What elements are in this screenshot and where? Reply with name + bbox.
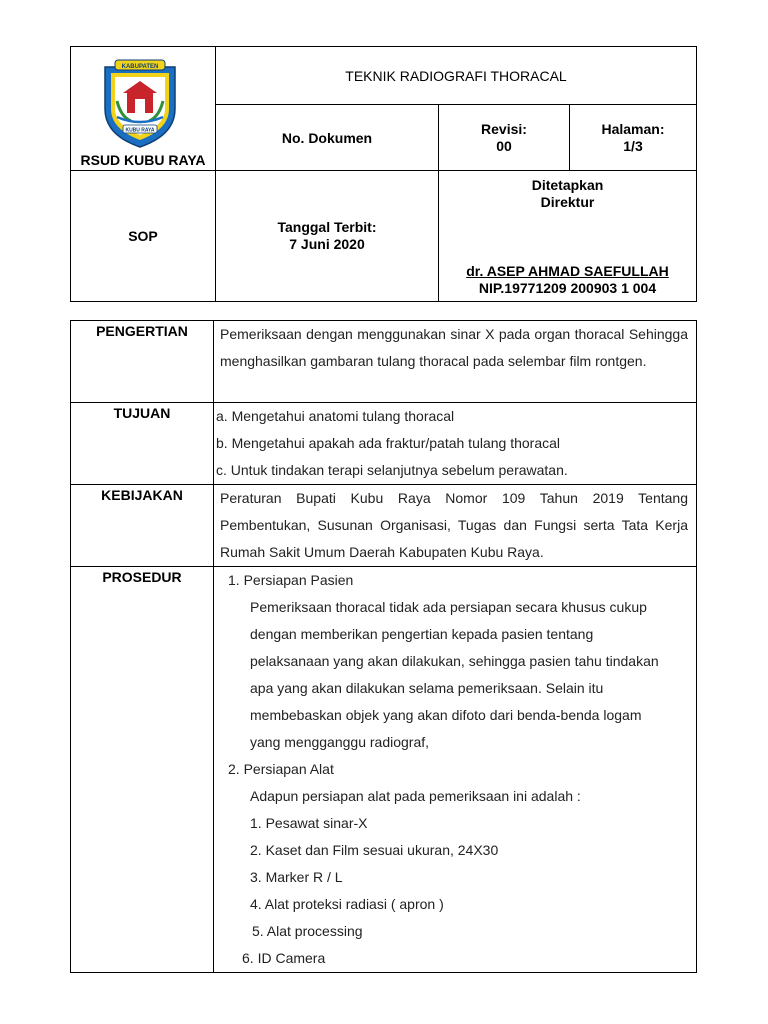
list-item: b. Mengetahui apakah ada fraktur/patah tulang thoracal xyxy=(216,435,561,451)
list-item: a. Mengetahui anatomi tulang thoracal xyxy=(216,408,455,424)
list-item: 5. Alat processing xyxy=(252,923,363,939)
list-item: 3. Marker R / L xyxy=(250,869,343,885)
hospital-name: RSUD KUBU RAYA xyxy=(80,152,206,168)
list-item: 2. Kaset dan Film sesuai ukuran, 24X30 xyxy=(250,842,499,858)
step-1-line: membebaskan objek yang akan difoto dari benda-benda logam xyxy=(250,707,642,723)
director-name: dr. ASEP AHMAD SAEFULLAH xyxy=(466,263,669,279)
issue-date-cell xyxy=(216,171,439,302)
prosedur-label: PROSEDUR xyxy=(71,567,214,973)
issue-date-label: Tanggal Terbit: xyxy=(277,219,377,235)
pengertian-text: Pemeriksaan dengan menggunakan sinar X pada organ thoracal Sehingga menghasilkan gambaran tulang thoracal pada selembar film rontgen. xyxy=(214,321,697,403)
page-value: 1/3 xyxy=(623,137,643,154)
approval-cell xyxy=(439,171,697,302)
pengertian-label: PENGERTIAN xyxy=(71,321,214,403)
tujuan-label: TUJUAN xyxy=(71,403,214,485)
header-table xyxy=(70,46,697,302)
logo-cell xyxy=(71,47,216,171)
document-number-label: No. Dokumen xyxy=(216,105,439,171)
step-2-intro: Adapun persiapan alat pada pemeriksaan ini adalah : xyxy=(250,788,581,804)
list-item: 6. ID Camera xyxy=(242,950,326,966)
tujuan-list xyxy=(214,403,697,485)
revision-cell xyxy=(439,105,570,171)
regency-emblem-icon xyxy=(101,57,179,149)
prosedur-content xyxy=(214,567,697,973)
sop-content-table xyxy=(70,320,697,973)
step-1-line: pelaksanaan yang akan dilakukan, sehingga pasien tahu tindakan xyxy=(250,653,659,669)
step-1-title: 1. Persiapan Pasien xyxy=(228,572,354,588)
step-1-line: Pemeriksaan thoracal tidak ada persiapan secara khusus cukup xyxy=(250,599,647,615)
step-1-line: apa yang akan dilakukan selama pemeriksaan. Selain itu xyxy=(250,680,604,696)
sop-label: SOP xyxy=(71,171,216,302)
list-item: 1. Pesawat sinar-X xyxy=(250,815,368,831)
list-item: 4. Alat proteksi radiasi ( apron ) xyxy=(250,896,444,912)
list-item: c. Untuk tindakan terapi selanjutnya sebelum perawatan. xyxy=(216,462,568,478)
kebijakan-label: KEBIJAKAN xyxy=(71,485,214,567)
director-nip: NIP.19771209 200903 1 004 xyxy=(478,280,657,296)
issue-date-value: 7 Juni 2020 xyxy=(289,236,365,252)
step-1-line: yang mengganggu radiograf, xyxy=(250,734,430,750)
approval-role: Direktur xyxy=(540,194,595,210)
revision-value: 00 xyxy=(496,137,512,154)
revision-label: Revisi: xyxy=(481,120,527,137)
page-label: Halaman: xyxy=(601,120,665,137)
step-1-line: dengan memberikan pengertian kepada pasien tentang xyxy=(250,626,594,642)
page-cell xyxy=(570,105,697,171)
step-2-title: 2. Persiapan Alat xyxy=(228,761,334,777)
logo-text-top: KABUPATEN xyxy=(121,64,159,70)
approval-label: Ditetapkan xyxy=(531,177,604,193)
hospital-logo xyxy=(101,57,179,152)
document-title: TEKNIK RADIOGRAFI THORACAL xyxy=(216,47,697,105)
kebijakan-text: Peraturan Bupati Kubu Raya Nomor 109 Tahun 2019 Tentang Pembentukan, Susunan Organisasi, Tugas dan Fungsi serta Tata Kerja Rumah Sakit Umum Daerah Kabupaten Kubu Raya. xyxy=(214,485,697,567)
logo-text-bottom: KUBU RAYA xyxy=(125,127,155,134)
